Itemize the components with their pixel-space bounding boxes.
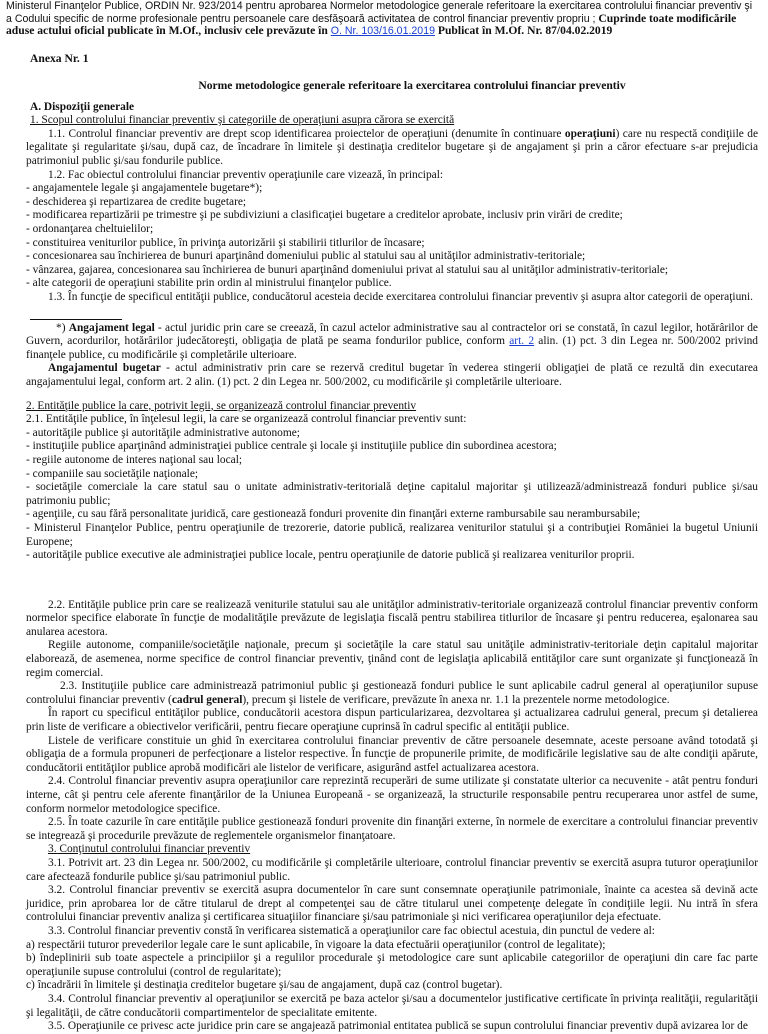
- paragraph-2-3-c: Listele de verificare constituie un ghid în exercitarea controlului financiar preventiv de către persoanele desemnate, aceste persoane având totodată şi obligaţia de a formula propuneri de perfecţionare a listelor respective. În funcţie de propunerile primite, de modificările legislative sau de alte condiţii apărute, conducătorii entităţilor publice aprobă modificări ale listelor de verificare, asigurând astfel actualizarea acestora.: [26, 734, 758, 774]
- list-item: - autorităţile publice şi autorităţile administrative autonome;: [26, 426, 300, 439]
- list-item: - concesionarea sau închirierea de bunuri aparţinând domeniului public al statului sau al unităţilor administrativ-teritoriale;: [26, 250, 586, 263]
- list-item: - modificarea repartizării pe trimestre şi pe subdiviziuni a clasificaţiei bugetare a creditelor aprobate, inclusiv prin virări de credite;: [26, 209, 623, 222]
- paragraph-2-4: 2.4. Controlul financiar preventiv asupra operaţiunilor care reprezintă recuperări de sume utilizate şi constatate ulterior ca necuvenite - atât pentru fonduri interne, cât şi pentru cele aferente finanţărilor de la Uniunea Europeană - se organizează, la structurile responsabile pentru recuperarea unor astfel de sume, conform normelor metodologice specifice.: [26, 775, 758, 815]
- document-header: [0, 0, 768, 38]
- paragraph-3-2: 3.2. Controlul financiar preventiv se exercită asupra documentelor în care sunt consemnate operaţiunile patrimoniale, înainte ca acestea să devină acte juridice, prin aprobarea lor de către titularul de drept al competenţei sau de către titularul unei competenţe delegate în condiţiile legii. Nu intră în sfera controlului financiar preventiv analiza şi certificarea situaţiilor financiare şi/sau patrimoniale şi nici verificarea operaţiunilor deja efectuate.: [26, 884, 758, 924]
- list-item: - autorităţile publice executive ale administraţiei publice locale, pentru operaţiunile de datorie publică şi realizarea veniturilor proprii.: [26, 549, 635, 562]
- paragraph-3-5: 3.5. Operaţiunile ce privesc acte juridice prin care se angajează patrimonial entitatea publică se supun controlului financiar preventiv după avizarea lor de: [48, 1020, 748, 1033]
- list-item: - vânzarea, gajarea, concesionarea sau închirierea de bunuri aparţinând domeniului privat al statului sau al unităţilor administrativ-teritoriale;: [26, 263, 669, 276]
- s1-heading: 1. Scopul controlului financiar preventiv şi categoriile de operaţiuni asupra cărora se exercită: [30, 114, 455, 127]
- paragraph-2-2: 2.2. Entităţile publice prin care se realizează veniturile statului sau ale unităţilor administrativ-teritoriale organizează controlul financiar preventiv conform normelor specifice elaborate în funcţie de modalităţile prevăzute de legislaţia fiscală pentru stabilirea titlurilor de încasare şi pentru reducerea, eşalonarea sau anularea acestora.: [26, 598, 758, 638]
- list-item: - companiile sau societăţile naţionale;: [26, 467, 199, 480]
- footnote-angajament-bugetar: Angajamentul bugetar - actul administrativ prin care se rezervă creditul bugetar în vederea stingerii obligaţiei de plată ce rezultă din executarea angajamentului legal, conform art. 2 alin. (1) pct. 2 din Legea nr. 500/2002, cu modificările şi completările ulterioare.: [26, 362, 758, 388]
- paragraph-3-1: 3.1. Potrivit art. 23 din Legea nr. 500/2002, cu modificările şi completările ulterioare, controlul financiar preventiv se exercită asupra tuturor operaţiunilor care afectează fondurile publice şi/sau patrimoniul public.: [26, 856, 758, 883]
- header-link-order[interactable]: O. Nr. 103/16.01.2019: [330, 25, 435, 37]
- paragraph-2-3-b: În raport cu specificul entităţilor publice, conducătorii acestora dispun particularizarea, dezvoltarea şi actualizarea cadrului general, precum şi detalierea prin liste de verificare a obiectivelor verificării, pentru fiecare operaţiune cuprinsă în cadrul specific al entităţii publice.: [26, 707, 758, 734]
- header-bold-note: Cuprinde toate modificările aduse actului oficial publicate în M.Of., inclusiv cele prevăzute în: [6, 11, 737, 37]
- list-item: b) îndeplinirii sub toate aspectele a principiilor şi a regulilor procedurale şi metodologice care sunt aplicabile categoriilor de operaţiuni din care fac parte operaţiunile supuse controlului (control de regularitate);: [26, 952, 758, 978]
- footnote-link-art2[interactable]: art. 2: [509, 335, 535, 348]
- annex-label: Anexa Nr. 1: [30, 51, 89, 65]
- spacer: [26, 390, 758, 400]
- list-item: a) respectării tuturor prevederilor legale care le sunt aplicabile, în vigoare la data efectuării operaţiunilor (control de legalitate);: [26, 938, 606, 951]
- footnote-angajament-legal: *) Angajament legal - actul juridic prin care se creează, în cazul actelor administrative sau al contractelor ori se constată, în cazul legilor, hotărârilor de Guvern, acordurilor, hotărârilor judecătoreşti, obligaţia de plată pe seama fondurilor publice, conform art. 2 alin. (1) pct. 3 din Legea nr. 500/2002 privind finanţele publice, cu modificările şi completările ulterioare.: [26, 321, 758, 361]
- list-item: - regiile autonome de interes naţional sau local;: [26, 453, 243, 466]
- paragraph-3-3: 3.3. Controlul financiar preventiv constă în verificarea sistematică a operaţiunilor care fac obiectul acestuia, din punctul de vedere al:: [48, 924, 655, 937]
- header-citation: Ministerul Finanţelor Publice, ORDIN Nr. 923/2014 pentru aprobarea Normelor metodologice generale referitoare la exercitarea controlului financiar preventiv şi a Codului specific de norme profesionale pentru persoanele care desfăşoară activitatea de control financiar preventiv propriu ;: [6, 0, 753, 25]
- list-item: - agenţiile, cu sau fără personalitate juridică, care gestionează fonduri provenite din finanţări externe rambursabile sau nerambursabile;: [26, 508, 641, 521]
- list-item: - instituţiile publice aparţinând administraţiei publice centrale şi locale şi instituţiile publice din subordinea acestora;: [26, 440, 557, 453]
- list-item: - Ministerul Finanţelor Publice, pentru operaţiunile de trezorerie, datorie publică, realizarea veniturilor statului şi a contribuţiei României la bugetul Uniunii Europene;: [26, 521, 758, 548]
- paragraph-1-3: 1.3. În funcţie de specificul entităţii publice, conducătorul acesteia decide exercitarea controlului financiar preventiv şi asupra altor categorii de operaţiuni.: [48, 291, 753, 303]
- page-title: Norme metodologice generale referitoare la exercitarea controlului financiar preventiv: [198, 79, 626, 93]
- list-item: - deschiderea şi repartizarea de credite bugetare;: [26, 195, 247, 208]
- s3-heading: 3. Conţinutul controlului financiar preventiv: [48, 843, 251, 856]
- list-item: - alte categorii de operaţiuni stabilite prin ordin al ministrului finanţelor publice.: [26, 277, 392, 290]
- list-item: - constituirea veniturilor publice, în privinţa autorizării şi stabilirii titlurilor de încasare;: [26, 236, 425, 249]
- header-publication: Publicat în M.Of. Nr. 87/04.02.2019: [434, 24, 613, 37]
- footnote-divider: [30, 319, 122, 320]
- paragraph-1-1: 1.1. Controlul financiar preventiv are drept scop identificarea proiectelor de operaţiuni (denumite în continuare operaţiuni) care nu respectă condiţiile de legalitate şi regularitate şi/sau, după caz, de încadrare în limitele şi destinaţia creditelor bugetare şi de angajament şi prin a căror efectuare s-ar prejudicia patrimoniul public şi/sau fondurile publice.: [26, 127, 758, 168]
- paragraph-2-5: 2.5. În toate cazurile în care entităţile publice gestionează fonduri provenite din finanţări externe, în normele de exercitare a controlului financiar preventiv se integrează şi procedurile prevăzute de reglementele organismelor finanţatoare.: [26, 816, 758, 842]
- s2-heading: 2. Entităţile publice la care, potrivit legii, se organizează controlul financiar preventiv: [26, 399, 417, 412]
- paragraph-3-4: 3.4. Controlul financiar preventiv al operaţiunilor se exercită pe baza actelor şi/sau a documentelor justificative certificate în privinţa realităţii, regularităţii şi legalităţii, de către conducătorii compartimentelor de specialitate emitente.: [26, 992, 758, 1019]
- paragraph-2-2-b: Regiile autonome, companiile/societăţile naţionale, precum şi societăţile la care statul sau unităţile administrativ-teritoriale deţin capitalul majoritar elaborează, de asemenea, norme specifice de control financiar preventiv, ţinând cont de legislaţia aplicabilă entităţilor care sunt organizate şi funcţionează în regim comercial.: [26, 639, 758, 679]
- section-a-heading: A. Dispoziţii generale: [30, 100, 135, 113]
- list-item: - societăţile comerciale la care statul sau o unitate administrativ-teritorială deţine capitalul majoritar şi utilizează/administrează fonduri publice şi/sau patrimoniu public;: [26, 481, 758, 507]
- paragraph-2-3: 2.3. Instituţiile publice care administrează patrimoniul public şi gestionează fonduri publice le sunt aplicabile cadrul general al operaţiunilor supuse controlului financiar preventiv (cadrul general), precum şi listele de verificare, prevăzute în anexa nr. 1.1 la prezentele norme metodologice.: [26, 680, 758, 706]
- list-item: c) încadrării în limitele şi destinaţia creditelor bugetare şi/sau de angajament, după caz (control bugetar).: [26, 979, 503, 992]
- paragraph-2-1: 2.1. Entităţile publice, în înţelesul legii, la care se organizează controlul financiar preventiv sunt:: [26, 413, 467, 426]
- list-item: - angajamentele legale şi angajamentele bugetare*);: [26, 182, 263, 195]
- document-body: [0, 52, 768, 1034]
- list-item: - ordonanţarea cheltuielilor;: [26, 223, 154, 236]
- paragraph-1-2: 1.2. Fac obiectul controlului financiar preventiv operaţiunile care vizează, în principal:: [48, 168, 444, 181]
- spacer: [26, 563, 758, 599]
